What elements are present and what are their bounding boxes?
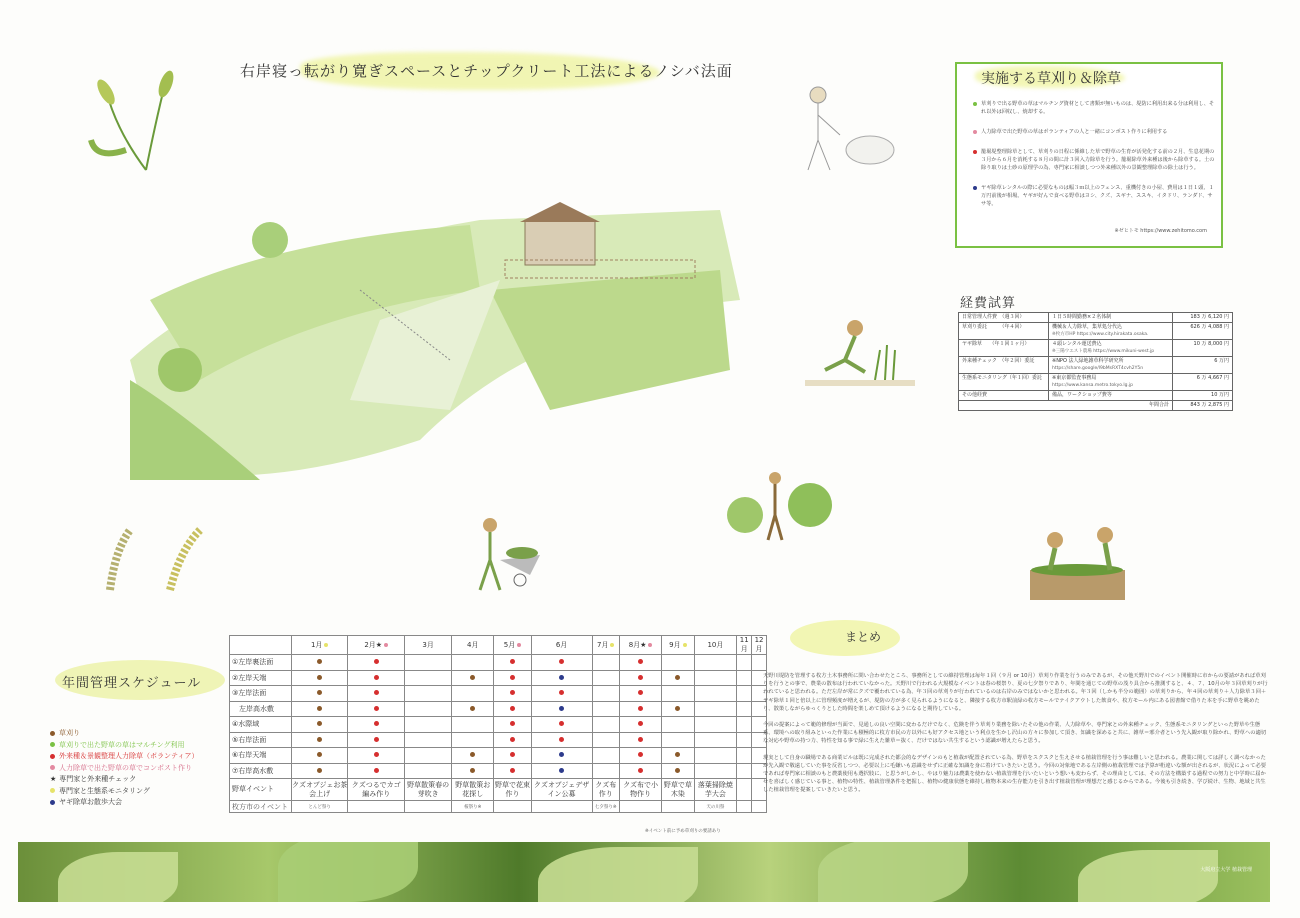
month-header: 2月★ <box>348 636 405 655</box>
schedule-cell <box>620 717 662 733</box>
schedule-cell <box>405 732 452 748</box>
schedule-cell <box>405 686 452 702</box>
schedule-cell <box>620 686 662 702</box>
schedule-cell <box>662 732 694 748</box>
schedule-cell <box>592 717 619 733</box>
task-dot-icon <box>374 721 379 726</box>
schedule-cell <box>494 670 531 686</box>
cost-detail: 機械＆人力除草，集草処分代込 ※枚方市HP https://www.city.hirakata.osaka. <box>1049 323 1173 340</box>
month-dot-icon <box>610 643 614 647</box>
schedule-cell <box>292 655 348 671</box>
schedule-cell <box>662 686 694 702</box>
task-dot-icon <box>638 690 643 695</box>
city-event-cell <box>737 801 752 813</box>
info-title: 実施する草刈り＆除草 <box>981 71 1121 87</box>
cost-amount: 10 万円 <box>1173 391 1233 401</box>
area-name: ⑤右岸法面 <box>230 732 292 748</box>
schedule-cell <box>531 686 592 702</box>
schedule-cell <box>694 701 737 717</box>
schedule-row <box>230 670 767 686</box>
schedule-cell <box>592 670 619 686</box>
cost-amount: 626 万 4,088 円 <box>1173 323 1233 340</box>
schedule-cell <box>292 748 348 764</box>
schedule-row <box>230 763 767 779</box>
legend-item: ★ 専門家と外来種チェック <box>50 775 137 783</box>
cost-row <box>959 374 1233 391</box>
schedule-note: ※イベント前に予め草刈りの要請あり <box>645 829 721 834</box>
legend-dot-icon <box>50 765 55 770</box>
schedule-cell <box>405 655 452 671</box>
task-dot-icon <box>559 737 564 742</box>
schedule-cell <box>292 763 348 779</box>
month-header: 5月 <box>494 636 531 655</box>
task-dot-icon <box>317 768 322 773</box>
event-cell: 野草で草木染 <box>662 779 694 801</box>
area-name: ②左岸天端 <box>230 670 292 686</box>
schedule-cell <box>662 717 694 733</box>
schedule-cell <box>348 686 405 702</box>
task-dot-icon <box>374 690 379 695</box>
schedule-cell <box>405 717 452 733</box>
info-source: ※ゼヒトモ https://www.zehitomo.com <box>1114 228 1207 234</box>
compost-workers-sketch <box>1025 525 1135 605</box>
legend-dot-icon <box>50 800 55 805</box>
schedule-cell <box>752 655 767 671</box>
cost-row <box>959 323 1233 340</box>
schedule-legend <box>50 728 230 809</box>
schedule-cell <box>592 748 619 764</box>
cost-row <box>959 340 1233 357</box>
cost-detail: ※NPO 法人緑地雑草科学研究所 https://share.google/l9bMsRXT4cvh2Y5n <box>1049 357 1173 374</box>
schedule-cell <box>531 748 592 764</box>
event-cell: クズオブジェお茶会上げ <box>292 779 348 801</box>
task-dot-icon <box>559 752 564 757</box>
task-dot-icon <box>317 690 322 695</box>
task-dot-icon <box>510 690 515 695</box>
month-header: 6月 <box>531 636 592 655</box>
cost-detail: ※東京都監査事務局 https://www.kansa.metro.tokyo.lg.jp <box>1049 374 1173 391</box>
schedule-cell <box>620 670 662 686</box>
cost-amount: 6 万円 <box>1173 357 1233 374</box>
task-dot-icon <box>317 752 322 757</box>
legend-item: 草刈りで出た野草の草はマルチング利用 <box>50 740 230 752</box>
cost-amount: 183 万 6,120 円 <box>1173 313 1233 323</box>
schedule-cell <box>737 686 752 702</box>
cost-item: その他経費 <box>959 391 1049 401</box>
schedule-title: 年間管理スケジュール <box>62 676 202 691</box>
area-name: ⑥右岸天端 <box>230 748 292 764</box>
task-dot-icon <box>317 706 322 711</box>
schedule-cell <box>592 655 619 671</box>
schedule-cell <box>292 686 348 702</box>
cost-amount: 6 万 4,667 円 <box>1173 374 1233 391</box>
schedule-cell <box>737 701 752 717</box>
schedule-cell <box>662 655 694 671</box>
schedule-cell <box>348 717 405 733</box>
schedule-row <box>230 655 767 671</box>
task-dot-icon <box>374 737 379 742</box>
schedule-cell <box>694 686 737 702</box>
event-cell: 落葉掃除焼芋大会 <box>694 779 737 801</box>
schedule-row <box>230 686 767 702</box>
task-dot-icon <box>675 768 680 773</box>
month-dot-icon <box>324 643 328 647</box>
schedule-cell <box>494 701 531 717</box>
schedule-cell <box>531 717 592 733</box>
month-header: 11月 <box>737 636 752 655</box>
task-dot-icon <box>559 706 564 711</box>
event-row <box>230 779 767 801</box>
cost-title: 経費試算 <box>960 296 1017 311</box>
city-event-cell <box>405 801 452 813</box>
legend-item: 人力除草で出た野草の草でコンポスト作り <box>50 763 230 775</box>
cost-table <box>958 312 1233 411</box>
summary-paragraph: 天野川堤防を管理する枚方土木事務所に問い合わせたところ、事務所としての維持管理は毎年１回（９月 or 10月）草刈り作業を行うのみであるが、その他天野川でのイベント開催時に市からの要請があれば草刈りを行うとの事で、農業の散布は行われていなかった。天野川で行われる大規模なイベントは春の桜祭り、夏の七夕祭りであり、年間を通じての野草の茂り具合から推測すると、４、７、10月の年３回草刈りが行われていると思われる。ただ左岸が常にクズで覆われている為、年３回の草刈りが行われているのは右岸のみではないかと思われる。年３回（しかも半分の範囲）の草刈りから、年４回の草刈り＋人力除草３回＋ヤギ除草１回と倍以上に管理頻度が増えるが、堤防の方が多く見られるようになると、隣接する枚方市駅前緑の枚方モールでテイクアウトした飲食や、枚方モール内にある図書館で借りた本を手に野草を眺めたり、散策しながらゆっくりとした時間を楽しめて頂けるようになると期待している。 <box>763 673 1268 712</box>
month-header: 4月 <box>452 636 494 655</box>
city-event-cell <box>620 801 662 813</box>
task-dot-icon <box>374 659 379 664</box>
task-dot-icon <box>510 768 515 773</box>
area-name: ③左岸法面 <box>230 686 292 702</box>
navy-dot-icon <box>973 186 977 190</box>
summary-paragraph: 現実として自身の職場である商業ビルは既に完成された都会的なデザインのもと植栽が配置されている為、野草をスクスクと生えさせる植栽管理を行う事は難しいと思われる。農業に関しては詳しく調べなかったが先入観で敬遠していた事を反省しつつ、必要以上に毛嫌いも意識をせずに正確な知識を身に着けていきたいと思う。今回の対象地である左岸側の植栽管理では予算が桁違いな額が出されるが、状況によって必要であれば専門家に相談のもと農薬使用も選択肢に、と思うがしかし、やはり魅力は農薬を使わない植栽管理を行いたいという想いも変わらず、その理由としては、その方法を構築する過程での努力と中学時に届かせを喜ばしく感じている事と、植物の特性、植栽管理条件を把握し、植物の健康状態を維持し植物本来の生存能力を引き出す植栽管理が理想だと感じるからである。今後も引き続き、学び続け、生物、地域と共生した植栽管理を提案していきたいと思う。 <box>763 754 1266 794</box>
city-event-cell <box>494 801 531 813</box>
schedule-cell <box>531 763 592 779</box>
task-dot-icon <box>510 752 515 757</box>
task-dot-icon <box>510 659 515 664</box>
schedule-cell <box>592 732 619 748</box>
leaf-shape <box>1078 850 1218 902</box>
cost-total-label: 年間合計 <box>959 401 1173 411</box>
schedule-cell <box>452 670 494 686</box>
schedule-cell <box>662 748 694 764</box>
event-cell: クズ布作り <box>592 779 619 801</box>
info-item: 人力除草で出た野草の草はボランティアの人と一緒にコンポスト作りに利用する <box>973 128 1215 136</box>
task-dot-icon <box>470 752 475 757</box>
schedule-cell <box>694 763 737 779</box>
task-dot-icon <box>675 675 680 680</box>
page-title: 右岸寝っ転がり寛ぎスペースとチップクリート工法によるノシバ法面 <box>240 62 733 80</box>
event-cell: クズオブジェデザイン公募 <box>531 779 592 801</box>
task-dot-icon <box>675 706 680 711</box>
green-dot-icon <box>973 102 977 106</box>
event-cell: クズつるでカゴ編み作り <box>348 779 405 801</box>
legend-item: 外来種＆景観整理人力除草（ボランティア） <box>50 751 230 763</box>
info-item: ヤギ除草レンタルの際に必要なものは幅３ｍ以上のフェンス、重機付きの小屋、費用は１日１頭、１万円前後が相場。ヤギが好んで食べる野草はヨシ、クズ、スギナ、ススキ、イタドリ、ランダド、ササ等。 <box>973 184 1215 208</box>
month-header-row <box>230 636 767 655</box>
city-event-cell: 桜祭り※ <box>452 801 494 813</box>
task-dot-icon <box>510 721 515 726</box>
schedule-cell <box>620 701 662 717</box>
month-header: 8月★ <box>620 636 662 655</box>
cost-item: ヤギ除草 （年１回１ヶ月） <box>959 340 1049 357</box>
schedule-cell <box>737 763 752 779</box>
schedule-cell <box>592 701 619 717</box>
legend-dot-icon <box>50 754 55 759</box>
star-icon: ★ <box>50 775 57 783</box>
month-dot-icon <box>384 643 388 647</box>
area-name: ④水際域 <box>230 717 292 733</box>
schedule-cell <box>592 763 619 779</box>
leaf-shape <box>58 852 178 902</box>
month-header: 12月 <box>752 636 767 655</box>
cost-row <box>959 313 1233 323</box>
task-dot-icon <box>317 737 322 742</box>
task-dot-icon <box>638 737 643 742</box>
leaf-shape <box>278 842 418 902</box>
schedule-cell <box>694 717 737 733</box>
task-dot-icon <box>638 768 643 773</box>
schedule-cell <box>292 701 348 717</box>
task-dot-icon <box>559 659 564 664</box>
task-dot-icon <box>559 721 564 726</box>
month-header: 10月 <box>694 636 737 655</box>
city-event-cell: とんど祭り <box>292 801 348 813</box>
summary-paragraph: 今回の提案によって範的修理が当面で、見通しの良い空間に変わるだけでなく、危険を伴う草刈り業務を除いたその他の作業、人力除草や、専門家との外来種チェック、生態系モニタリングといった野草や生態系、環境への取り組みといった作業にも積極的に枚方市民の方以外にも好アクセス地という利点を生かし沢山の方々に参加して頂き、知識を深めると共に、雑草＝邪介者という先入観が取り除かれ、野草への適切な対応や野草の持つ力、特性を知る事で緑に生えた雑草＝抜く、だけではない共生するという認識が増えたらと思う。 <box>763 722 1267 745</box>
schedule-row <box>230 732 767 748</box>
task-dot-icon <box>559 768 564 773</box>
schedule-cell <box>452 717 494 733</box>
month-header: 7月 <box>592 636 619 655</box>
summary-text <box>763 672 1269 803</box>
schedule-cell <box>292 732 348 748</box>
task-dot-icon <box>374 752 379 757</box>
schedule-cell <box>405 701 452 717</box>
legend-item: 専門家と生態系モニタリング <box>50 786 230 798</box>
task-dot-icon <box>559 675 564 680</box>
legend-dot-icon <box>50 788 55 793</box>
info-item: 籠堀堤整理除草として、草刈りの日程に係維した草で野草の生育が活発化する前の２月、生息花期の３月から６月を消耗する８月の間に計３回入力除草を行う。籠堀除草外来種は後から除草する。土の除り取りは土砂の原理学の為、専門家に相談しつつ外来種以外の景観整理除草の除土は行う。 <box>973 148 1215 172</box>
schedule-cell <box>694 748 737 764</box>
pink-dot-icon <box>973 130 977 134</box>
city-event-row <box>230 801 767 813</box>
cost-item: 外来種チェック （年２回）委託 <box>959 357 1049 374</box>
schedule-row <box>230 701 767 717</box>
cost-item: 日常管理人件費 （週３回） <box>959 313 1049 323</box>
task-dot-icon <box>470 768 475 773</box>
schedule-cell <box>348 701 405 717</box>
schedule-row <box>230 717 767 733</box>
schedule-cell <box>531 655 592 671</box>
task-dot-icon <box>559 690 564 695</box>
city-event-cell <box>662 801 694 813</box>
schedule-cell <box>292 670 348 686</box>
schedule-cell <box>620 655 662 671</box>
schedule-cell <box>737 717 752 733</box>
task-dot-icon <box>638 721 643 726</box>
schedule-cell <box>737 670 752 686</box>
cost-detail: １日５時間勤務×２名体制 <box>1049 313 1173 323</box>
task-dot-icon <box>317 675 322 680</box>
task-dot-icon <box>510 706 515 711</box>
riverbank-illustration <box>120 180 740 490</box>
schedule-cell <box>620 748 662 764</box>
legend-dot-icon <box>50 742 55 747</box>
cost-row <box>959 391 1233 401</box>
city-event-label: 枚方市のイベント <box>230 801 292 813</box>
leaf-shape <box>538 847 698 902</box>
kneeling-worker-sketch <box>795 310 925 390</box>
month-dot-icon <box>683 643 687 647</box>
task-dot-icon <box>374 768 379 773</box>
task-dot-icon <box>638 675 643 680</box>
month-header: 9月 <box>662 636 694 655</box>
schedule-cell <box>694 655 737 671</box>
cost-detail: ４頭レンタル運送費込 ※三陽ウエスト農場 https://www.mikuni-west.jp <box>1049 340 1173 357</box>
schedule-cell <box>531 701 592 717</box>
schedule-cell <box>348 670 405 686</box>
schedule-cell <box>494 655 531 671</box>
schedule-cell <box>662 670 694 686</box>
schedule-cell <box>405 763 452 779</box>
month-dot-icon <box>648 643 652 647</box>
schedule-cell <box>348 748 405 764</box>
task-dot-icon <box>470 706 475 711</box>
month-header: 3月 <box>405 636 452 655</box>
legend-dot-icon <box>50 731 55 736</box>
schedule-cell <box>494 717 531 733</box>
city-event-cell <box>348 801 405 813</box>
task-dot-icon <box>317 659 322 664</box>
schedule-cell <box>531 670 592 686</box>
schedule-cell <box>737 748 752 764</box>
schedule-cell <box>405 670 452 686</box>
schedule-cell <box>452 748 494 764</box>
schedule-cell <box>452 701 494 717</box>
event-cell: 野草で花束作り <box>494 779 531 801</box>
schedule-cell <box>694 732 737 748</box>
schedule-cell <box>452 732 494 748</box>
cost-total: 843 万 2,875 円 <box>1173 401 1233 411</box>
schedule-cell <box>592 686 619 702</box>
schedule-cell <box>348 732 405 748</box>
event-cell: 野草散策お花探し <box>452 779 494 801</box>
schedule-cell <box>620 763 662 779</box>
weeding-info-list <box>973 100 1215 220</box>
schedule-row <box>230 748 767 764</box>
wheelbarrow-worker-sketch <box>460 515 550 595</box>
task-dot-icon <box>470 675 475 680</box>
leaf-shape <box>818 842 968 902</box>
task-dot-icon <box>510 675 515 680</box>
leaf-footer-photo <box>18 842 1270 902</box>
red-dot-icon <box>973 150 977 154</box>
schedule-cell <box>620 732 662 748</box>
event-cell: 野草散策春の芽吹き <box>405 779 452 801</box>
city-event-cell <box>531 801 592 813</box>
gardener-with-trees-sketch <box>720 470 840 550</box>
schedule-cell <box>348 655 405 671</box>
footer-credit: 大阪府立大学 植栽管理 <box>1200 867 1252 873</box>
cost-item: 草刈り委託 （年４回） <box>959 323 1049 340</box>
cost-row <box>959 357 1233 374</box>
area-name: ⑦右岸高水敷 <box>230 763 292 779</box>
schedule-cell <box>452 686 494 702</box>
city-event-cell: 七夕祭り※ <box>592 801 619 813</box>
legend-item: ヤギ除草お散歩大会 <box>50 797 230 809</box>
schedule-cell <box>694 670 737 686</box>
cost-amount: 10 万 8,000 円 <box>1173 340 1233 357</box>
schedule-cell <box>292 717 348 733</box>
legend-item: 草刈り <box>50 728 230 740</box>
cost-detail: 備品，ワークショップ費等 <box>1049 391 1173 401</box>
person-with-dog-sketch <box>790 80 920 190</box>
task-dot-icon <box>510 737 515 742</box>
corner-cell <box>230 636 292 655</box>
weed-plants-illustration <box>90 520 230 600</box>
schedule-cell <box>405 748 452 764</box>
task-dot-icon <box>638 659 643 664</box>
task-dot-icon <box>374 706 379 711</box>
task-dot-icon <box>638 706 643 711</box>
task-dot-icon <box>317 721 322 726</box>
month-header: 1月 <box>292 636 348 655</box>
schedule-cell <box>494 748 531 764</box>
task-dot-icon <box>675 752 680 757</box>
cost-item: 生態系モニタリング（年１回）委託 <box>959 374 1049 391</box>
area-name: ①左岸裏法面 <box>230 655 292 671</box>
schedule-cell <box>452 655 494 671</box>
schedule-cell <box>452 763 494 779</box>
event-cell <box>737 779 752 801</box>
schedule-cell <box>662 763 694 779</box>
area-name: 左岸高水敷 <box>230 701 292 717</box>
month-dot-icon <box>517 643 521 647</box>
summary-title: まとめ <box>845 630 882 644</box>
schedule-cell <box>494 686 531 702</box>
schedule-cell <box>348 763 405 779</box>
task-dot-icon <box>374 675 379 680</box>
schedule-cell <box>531 732 592 748</box>
cost-total-row <box>959 401 1233 411</box>
schedule-cell <box>737 655 752 671</box>
info-item: 草刈りで出る野草の草はマルチング資材として書類が無いものは、堤防に利用出来る分は利用し、それ以外は回収し、焼却する。 <box>973 100 1215 116</box>
event-cell: クズ布で小物作り <box>620 779 662 801</box>
schedule-cell <box>737 732 752 748</box>
city-event-cell: 天の川祭 <box>694 801 737 813</box>
schedule-cell <box>662 701 694 717</box>
event-label: 野草イベント <box>230 779 292 801</box>
task-dot-icon <box>638 752 643 757</box>
schedule-table <box>229 635 767 813</box>
grass-illustration <box>86 70 196 180</box>
schedule-cell <box>494 732 531 748</box>
schedule-cell <box>494 763 531 779</box>
